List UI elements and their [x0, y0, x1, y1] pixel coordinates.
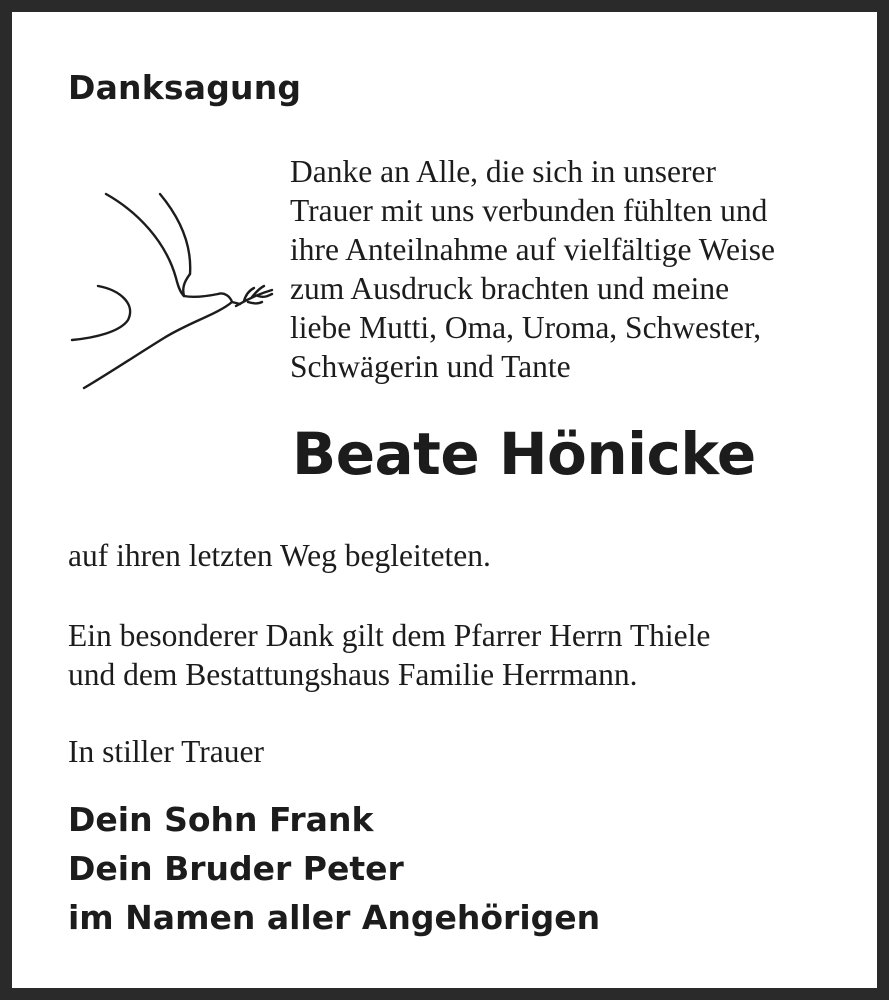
deceased-name: Beate Hönicke	[292, 420, 756, 488]
intro-line: Schwägerin und Tante	[290, 349, 571, 384]
closing-paragraph	[68, 536, 868, 575]
intro-line: Danke an Alle, die sich in unserer	[290, 154, 716, 189]
intro-line: Trauer mit uns verbunden fühlten und	[290, 193, 768, 228]
mourning-phrase	[68, 732, 868, 771]
signatures	[68, 795, 600, 942]
intro-line: ihre Anteilnahme auf vielfältige Weise	[290, 232, 775, 267]
thanks-paragraph	[68, 616, 868, 694]
thanks-line: und dem Bestattungshaus Familie Herrmann.	[68, 657, 638, 692]
intro-text	[290, 152, 870, 386]
thanks-line: Ein besonderer Dank gilt dem Pfarrer Herrn Thiele	[68, 618, 711, 653]
signature-line: Dein Bruder Peter	[68, 849, 404, 888]
signature-line: Dein Sohn Frank	[68, 800, 374, 839]
dove-icon	[68, 182, 283, 397]
closing-line: auf ihren letzten Weg begleiteten.	[68, 538, 491, 573]
mourning-line: In stiller Trauer	[68, 734, 264, 769]
heading: Danksagung	[68, 68, 302, 107]
intro-line: zum Ausdruck brachten und meine	[290, 271, 730, 306]
intro-line: liebe Mutti, Oma, Uroma, Schwester,	[290, 310, 762, 345]
signature-line: im Namen aller Angehörigen	[68, 898, 601, 937]
